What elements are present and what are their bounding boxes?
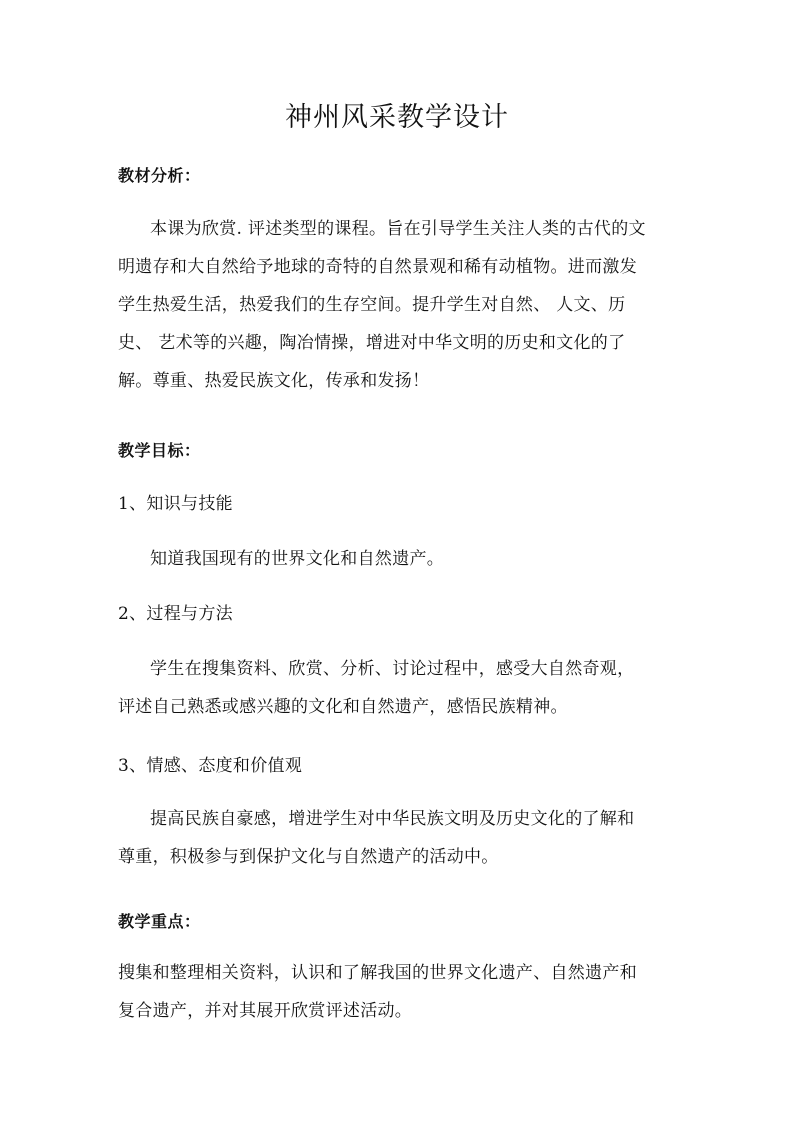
goal-item-text-1 <box>118 540 680 578</box>
paragraph-line: 搜集和整理相关资料，认识和了解我国的世界文化遗产、自然遗产和 <box>118 963 637 983</box>
goal-item-text-3 <box>118 800 680 876</box>
page-title: 神州风采教学设计 <box>285 102 509 133</box>
paragraph-analysis <box>118 210 680 400</box>
paragraph-key-points <box>118 954 680 1030</box>
paragraph-line: 知道我国现有的世界文化和自然遗产。 <box>150 549 445 569</box>
paragraph-line: 尊重，积极参与到保护文化与自然遗产的活动中。 <box>118 847 499 867</box>
paragraph-line: 评述自己熟悉或感兴趣的文化和自然遗产，感悟民族精神。 <box>118 697 568 717</box>
section-heading-goals: 教学目标： <box>118 441 201 460</box>
goal-item-text-2 <box>118 650 680 726</box>
paragraph-line: 复合遗产，并对其展开欣赏评述活动。 <box>118 1001 413 1021</box>
paragraph-line: 提高民族自豪感，增进学生对中华民族文明及历史文化的了解和 <box>150 809 635 829</box>
paragraph-line: 学生在搜集资料、欣赏、分析、讨论过程中，感受大自然奇观， <box>150 659 635 679</box>
paragraph-line: 明遗存和大自然给予地球的奇特的自然景观和稀有动植物。进而激发 <box>118 257 637 277</box>
section-heading-key-points: 教学重点： <box>118 912 201 931</box>
goal-item-label-3: 3、情感、态度和价值观 <box>118 756 303 776</box>
paragraph-line: 解。尊重、热爱民族文化，传承和发扬！ <box>118 371 430 391</box>
paragraph-line: 本课为欣赏. 评述类型的课程。旨在引导学生关注人类的古代的文 <box>150 219 646 239</box>
paragraph-line: 学生热爱生活，热爱我们的生存空间。提升学生对自然、 人文、历 <box>118 295 626 315</box>
paragraph-line: 史、 艺术等的兴趣，陶冶情操，增进对中华文明的历史和文化的了 <box>118 333 626 353</box>
goal-item-label-1: 1、知识与技能 <box>118 494 233 514</box>
section-heading-analysis: 教材分析： <box>118 166 201 185</box>
goal-item-label-2: 2、过程与方法 <box>118 604 233 624</box>
